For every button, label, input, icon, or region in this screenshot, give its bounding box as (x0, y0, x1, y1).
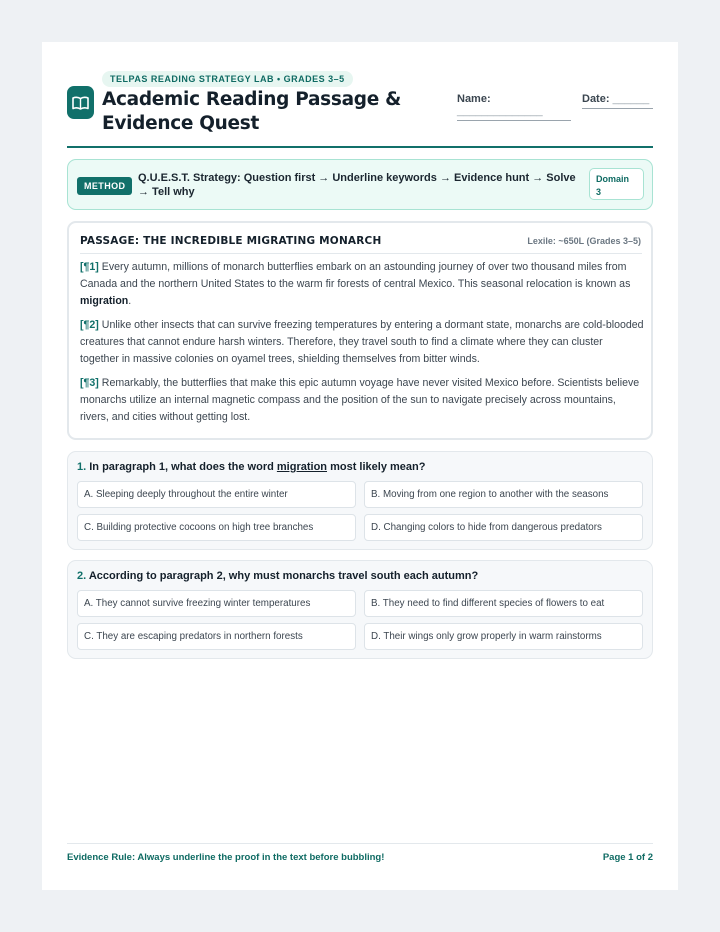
name-label: Name: (457, 93, 491, 105)
domain-badge (589, 168, 644, 200)
keyword-migration: migration (80, 295, 129, 307)
answer-option-d[interactable]: D. Their wings only grow properly in warm rainstorms (364, 623, 643, 650)
answer-option-b[interactable]: B. They need to find different species of flowers to eat (364, 590, 643, 617)
paragraph-3 (80, 375, 644, 426)
answer-option-d[interactable]: D. Changing colors to hide from dangerous predators (364, 514, 643, 541)
book-icon (67, 86, 94, 119)
page-number: Page 1 of 2 (602, 852, 653, 863)
question-keyword: migration (276, 461, 328, 473)
page-title: Academic Reading Passage & Evidence Quest (102, 89, 401, 134)
passage-title: PASSAGE: THE INCREDIBLE MIGRATING MONARCH (80, 235, 382, 247)
domain-number: 3 (596, 187, 602, 197)
paragraph-text: Remarkably, the butterflies that make this epic autumn voyage have never visited Mexico before. Scientists believe monarchs utilize an internal magnetic compass and the position of the sun to navigate precisely across mountains, rivers, and cities without getting lost. (80, 377, 640, 423)
paragraph-number: [¶3] (80, 377, 99, 389)
question-card-2 (67, 560, 653, 659)
passage-header (80, 234, 642, 254)
method-banner (67, 159, 653, 210)
method-text: Q.U.E.S.T. Strategy: Question first → Underline keywords → Evidence hunt → Solve → Tell why (138, 172, 576, 198)
question-stem: In paragraph 1, what does the word (86, 461, 277, 473)
date-label: Date: (582, 93, 610, 105)
paragraph-end: . (128, 295, 132, 307)
answer-option-a[interactable]: A. They cannot survive freezing winter temperatures (77, 590, 356, 617)
paragraph-text: Every autumn, millions of monarch butterflies embark on an astounding journey of over two thousand miles from Canada and the northern United States to the warm fir forests of central Mexico. This seasonal relocation is known as (80, 261, 631, 290)
answer-option-c[interactable]: C. They are escaping predators in northern forests (77, 623, 356, 650)
date-field[interactable] (582, 93, 653, 109)
question-card-1 (67, 451, 653, 550)
question-number: 2. (77, 570, 87, 582)
header-divider (67, 146, 653, 148)
name-blank: ______________ (457, 105, 543, 117)
passage-card (67, 221, 653, 440)
domain-label: Domain (596, 174, 630, 184)
date-blank: ______ (612, 93, 650, 105)
paragraph-2 (80, 317, 644, 368)
question-2-text (77, 570, 478, 582)
paragraph-1 (80, 259, 644, 310)
question-1-text (77, 461, 425, 473)
name-field[interactable] (457, 93, 571, 121)
answer-option-a[interactable]: A. Sleeping deeply throughout the entire winter (77, 481, 356, 508)
method-badge: METHOD (77, 177, 132, 195)
paragraph-text: Unlike other insects that can survive freezing temperatures by entering a dormant state, monarchs are cold-blooded creatures that cannot endure harsh winters. Therefore, they travel south to find a climate where they can cluster together in massive colonies on oyamel trees, shielding themselves from bitter winds. (80, 319, 644, 365)
footer-divider (67, 843, 653, 844)
lexile-label: Lexile: ~650L (Grades 3–5) (527, 236, 641, 246)
question-number: 1. (77, 461, 87, 473)
question-stem: According to paragraph 2, why must monarchs travel south each autumn? (86, 570, 479, 582)
paragraph-number: [¶2] (80, 319, 99, 331)
program-label: TELPAS READING STRATEGY LAB • GRADES 3–5 (102, 71, 353, 87)
paragraph-number: [¶1] (80, 261, 99, 273)
evidence-rule: Evidence Rule: Always underline the proof in the text before bubbling! (67, 852, 385, 863)
question-stem-end: most likely mean? (327, 461, 426, 473)
answer-option-b[interactable]: B. Moving from one region to another with the seasons (364, 481, 643, 508)
answer-option-c[interactable]: C. Building protective cocoons on high tree branches (77, 514, 356, 541)
